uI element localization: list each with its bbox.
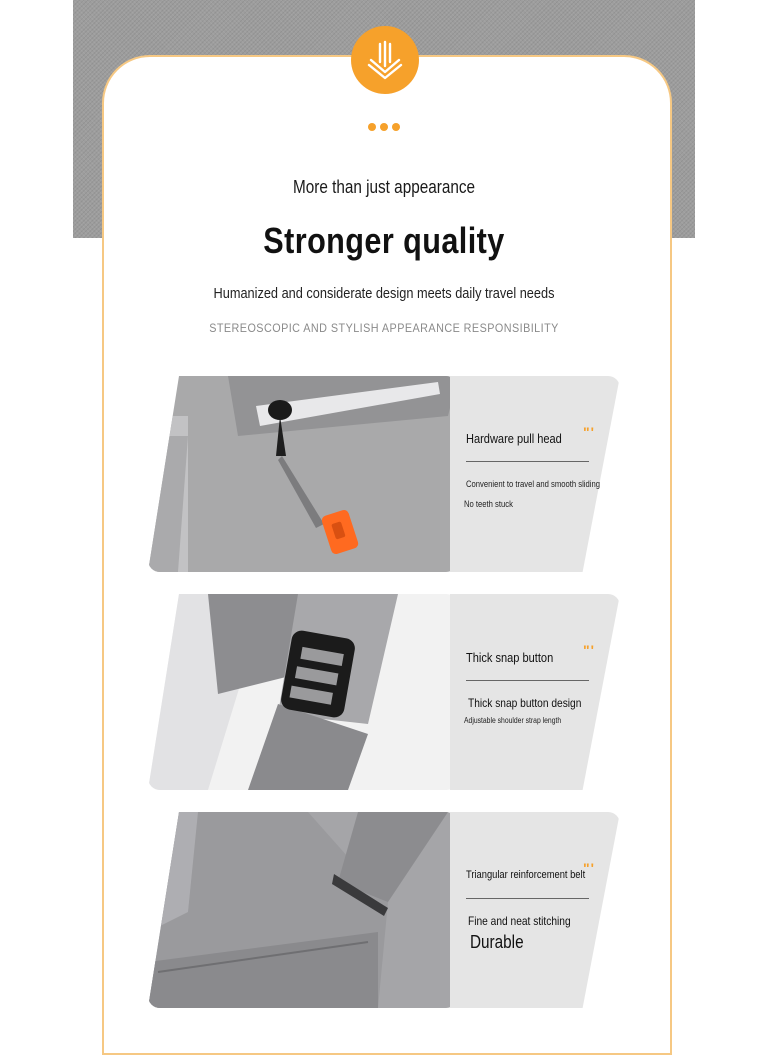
feature-detail: Thick snap button design [468, 696, 582, 710]
feature-detail-secondary: Adjustable shoulder strap length [464, 716, 562, 725]
quote-mark-icon: "' [583, 642, 595, 658]
feature-card-snap-button [148, 594, 620, 790]
feature-detail-secondary: Durable [470, 932, 524, 952]
feature-detail: Fine and neat stitching [468, 914, 571, 928]
feature-title: Triangular reinforcement belt [466, 869, 586, 881]
feature-title: Thick snap button [466, 650, 554, 665]
zipper-pull-photo [148, 376, 458, 572]
section-title: Stronger quality [263, 220, 505, 261]
section-caption: STEREOSCOPIC AND STYLISH APPEARANCE RESPONSIBILITY [209, 321, 559, 335]
accent-dots [368, 123, 400, 131]
quote-mark-icon: "' [583, 424, 595, 440]
feature-detail: Convenient to travel and smooth sliding [466, 479, 600, 489]
section-subheading: More than just appearance [292, 177, 476, 197]
feature-divider [466, 461, 589, 462]
reinforcement-belt-photo [148, 812, 458, 1008]
zipper-logo-icon [351, 26, 419, 94]
feature-card-hardware-pull [148, 376, 620, 572]
feature-divider [466, 898, 589, 899]
quote-mark-icon: "' [583, 860, 595, 876]
section-tagline: Humanized and considerate design meets daily travel needs [213, 285, 555, 302]
snap-buckle-photo [148, 594, 458, 790]
feature-info-panel [450, 376, 620, 572]
feature-detail-secondary: No teeth stuck [464, 499, 513, 509]
feature-card-reinforcement-belt [148, 812, 620, 1008]
feature-title: Hardware pull head [466, 431, 562, 446]
feature-info-panel [450, 812, 620, 1008]
feature-info-panel [450, 594, 620, 790]
feature-divider [466, 680, 589, 681]
